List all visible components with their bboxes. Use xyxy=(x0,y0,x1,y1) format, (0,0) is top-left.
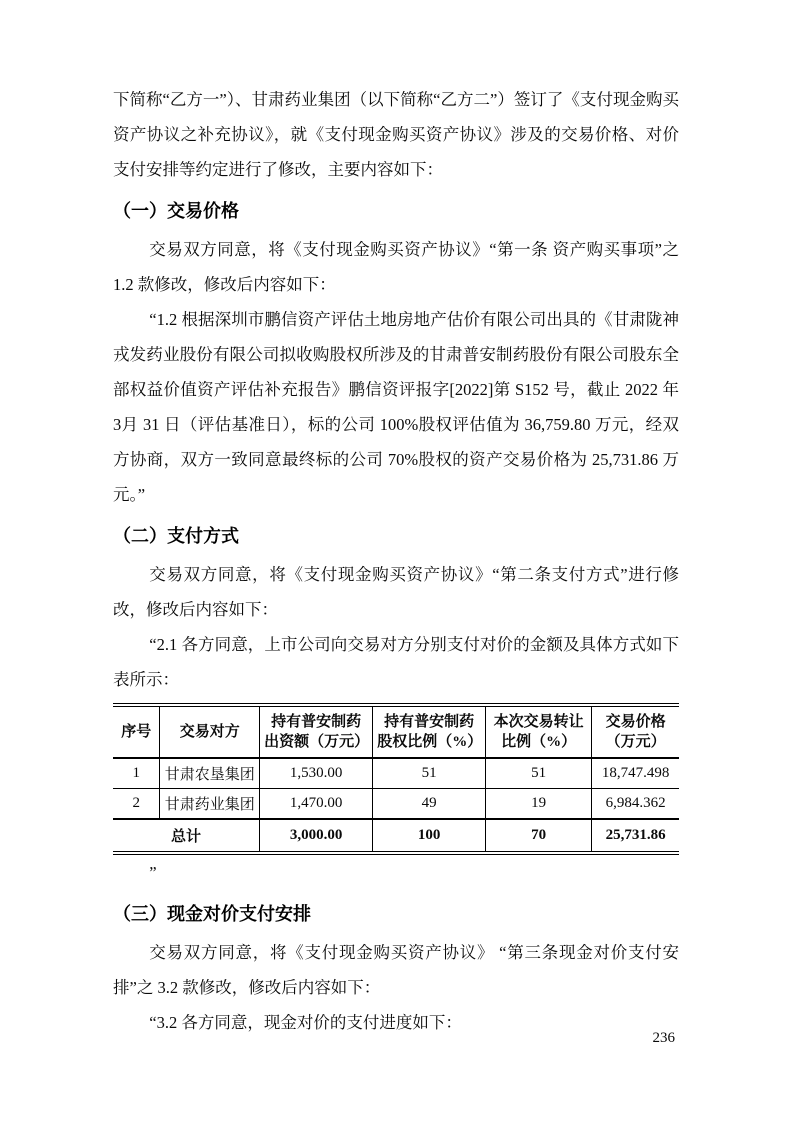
table-closing-quote: ” xyxy=(149,863,157,882)
table-header-counterparty: 交易对方 xyxy=(160,705,260,758)
table-header-capital: 持有普安制药出资额（万元） xyxy=(260,705,373,758)
section1-paragraph-1: 交易双方同意，将《支付现金购买资产协议》“第一条 资产购买事项”之 1.2 款修改，修改后内容如下： xyxy=(113,240,679,294)
section1-heading: （一）交易价格 xyxy=(113,201,239,221)
section3-paragraph-1: 交易双方同意，将《支付现金购买资产协议》 “第三条现金对价支付安排”之 3.2 款修改，修改后内容如下： xyxy=(113,943,679,997)
intro-paragraph: 下简称“乙方一”）、甘肃药业集团（以下简称“乙方二”）签订了《支付现金购买资产协议之补充协议》，就《支付现金购买资产协议》涉及的交易价格、对价支付安排等约定进行了修改，主要内容如下： xyxy=(113,90,679,179)
cell-total-label: 总计 xyxy=(113,819,260,853)
table-header-transfer-ratio: 本次交易转让比例（%） xyxy=(485,705,591,758)
table-row xyxy=(113,789,679,820)
cell-transfer-ratio: 19 xyxy=(485,789,591,820)
section3-heading: （三）现金对价支付安排 xyxy=(113,904,311,924)
cell-counterparty: 甘肃药业集团 xyxy=(160,789,260,820)
table-header-equity-ratio: 持有普安制药股权比例（%） xyxy=(373,705,486,758)
cell-price: 6,984.362 xyxy=(592,789,679,820)
cell-total-transfer-ratio: 70 xyxy=(485,819,591,853)
section3-paragraph-2: “3.2 各方同意，现金对价的支付进度如下： xyxy=(149,1013,462,1032)
cell-total-price: 25,731.86 xyxy=(592,819,679,853)
cell-total-capital: 3,000.00 xyxy=(260,819,373,853)
table-header-row xyxy=(113,705,679,758)
section2-paragraph-2: “2.1 各方同意，上市公司向交易对方分别支付对价的金额及具体方式如下表所示： xyxy=(113,635,679,689)
page-number: 236 xyxy=(652,1030,675,1046)
cell-equity-ratio: 49 xyxy=(373,789,486,820)
section1-paragraph-2: “1.2 根据深圳市鹏信资产评估土地房地产估价有限公司出具的《甘肃陇神戎发药业股份有限公司拟收购股权所涉及的甘肃普安制药股份有限公司股东全部权益价值资产评估补充报告》鹏信资评报字[2022]第 S152 号，截止 2022 年 3月 31 日（评估基准日），标的公司 100%股权评估值为 36,759.80 万元，经双方协商，双方一致同意最终标的公司 70%股权的资产交易价格为 25,731.86 万元。” xyxy=(113,310,679,504)
section2-paragraph-1: 交易双方同意，将《支付现金购买资产协议》“第二条支付方式”进行修改，修改后内容如下： xyxy=(113,565,679,619)
cell-capital: 1,470.00 xyxy=(260,789,373,820)
section2-heading: （二）支付方式 xyxy=(113,526,239,546)
table-total-row xyxy=(113,819,679,853)
payment-table xyxy=(113,703,679,855)
table-header-seq: 序号 xyxy=(113,705,160,758)
cell-price: 18,747.498 xyxy=(592,758,679,789)
cell-counterparty: 甘肃农垦集团 xyxy=(160,758,260,789)
cell-capital: 1,530.00 xyxy=(260,758,373,789)
cell-seq: 2 xyxy=(113,789,160,820)
cell-seq: 1 xyxy=(113,758,160,789)
table-row xyxy=(113,758,679,789)
cell-total-equity-ratio: 100 xyxy=(373,819,486,853)
table-header-price: 交易价格（万元） xyxy=(592,705,679,758)
cell-transfer-ratio: 51 xyxy=(485,758,591,789)
cell-equity-ratio: 51 xyxy=(373,758,486,789)
